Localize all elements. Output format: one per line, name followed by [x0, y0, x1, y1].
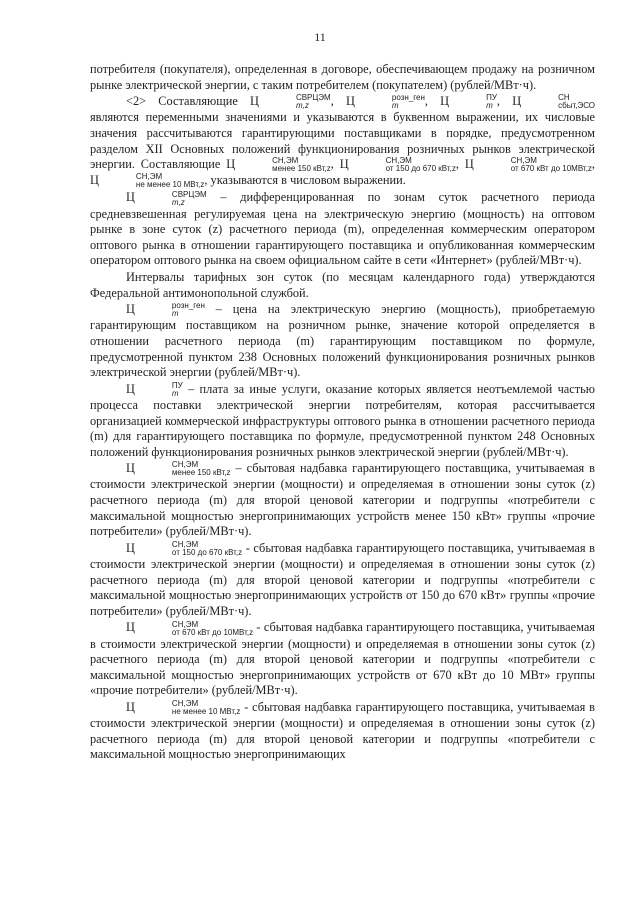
symbol-pu: Ц ПУ m — [126, 380, 183, 398]
page-number: 11 — [314, 30, 326, 44]
definition-sn-150-670: Ц СН,ЭМ от 150 до 670 кВт,z - сбытовая надбавка гарантирующего поставщика, учитываемая в стоимости электрической энергии (мощности) и определяемая в отношении зоны суток (z) расчетного периода (m) для второй ценовой категории и подгруппы «потребители с максимальной мощностью энергопринимающих устройств от 150 до 670 кВт» группы «прочие потребители» (рублей/МВт·ч). — [90, 540, 595, 618]
symbol-sn-670-10: Ц СН,ЭМ от 670 кВт до 10МВт,z — [464, 156, 592, 174]
symbol-sbyt-eso: Ц СН сбыт,ЭСО — [512, 93, 596, 111]
definition-sn-670-10: Ц СН,ЭМ от 670 кВт до 10МВт,z - сбытовая надбавка гарантирующего поставщика, учитываемая в стоимости электрической энергии (мощности) и определяемая в отношении зоны суток (z) расчетного периода (m) для второй ценовой категории и подгруппы «потребители с максимальной мощностью энергопринимающих устройств от 670 кВт до 10 МВт» группы «прочие потребители» (рублей/МВт·ч). — [90, 619, 595, 698]
definition-sn-lt150: Ц СН,ЭМ менее 150 кВт,z – сбытовая надбавка гарантирующего поставщика, учитываемая в стоимости электрической энергии (мощности) и определяемая в отношении зоны суток (z) расчетного периода (m) для второй ценовой категории и подгруппы «потребители с максимальной мощностью энергопринимающих устройств менее 150 кВт» группы «прочие потребители» (рублей/МВт·ч). — [90, 460, 595, 539]
symbol-rozn-gen: Ц розн_ген m — [126, 301, 205, 319]
symbol-rozn-gen: Ц розн_ген m — [346, 93, 425, 111]
symbol-sn-670-10: Ц СН,ЭМ от 670 кВт до 10МВт,z — [126, 619, 254, 637]
symbol-sn-lt150: Ц СН,ЭМ менее 150 кВт,z — [226, 156, 331, 174]
symbol-sn-150-670: Ц СН,ЭМ от 150 до 670 кВт,z — [126, 540, 243, 558]
symbol-svrcem: Ц СВРЦЭМ m,z — [126, 189, 207, 207]
symbol-pu: Ц ПУ m — [440, 93, 497, 111]
footnote-2-paragraph: <2> Составляющие Ц СВРЦЭМ m,z , Ц розн_ген m , Ц ПУ m , Ц СН сбыт,ЭСО являются переменными значениями и указываются в буквенном выражении, их числовые значения рассчитываются гарантирующими поставщиками в порядке, предусмотренном разделом XII Основных положений функционирования розничных рынков электрической энергии. Составляющие Ц СН,ЭМ менее 150 кВт,z , Ц СН,ЭМ от 150 до 670 кВт,z , Ц СН,ЭМ от 670 кВт до 10МВт,z , Ц СН,ЭМ не менее 10 МВт,z , указываются в числовом выражении. — [90, 93, 596, 190]
definition-svrcem: Ц СВРЦЭМ m,z – дифференцированная по зонам суток расчетного периода средневзвешенная регулируемая цена на электрическую энергию (мощность) на оптовом рынке в зоне суток (z) расчетного периода (m), определенная коммерческим оператором оптового рынка в отношении гарантирующего поставщика и опубликованная коммерческим оператором оптового рынка на своем официальном сайте в сети «Интернет» (рублей/МВт·ч). — [90, 189, 595, 268]
definition-pu: Ц ПУ m – плата за иные услуги, оказание которых является неотъемлемой частью процесса поставки электрической энергии потребителям, которая рассчитывается организацией коммерческой инфраструктуры оптового рынка в отношении расчетного периода (m) для гарантирующего поставщика по формуле, предусмотренной пунктом 248 Основных положений функционирования розничных рынков электрической энергии (рублей/МВт·ч). — [90, 380, 595, 459]
symbol-sn-150-670: Ц СН,ЭМ от 150 до 670 кВт,z — [339, 156, 456, 174]
document-body — [90, 62, 595, 764]
symbol-svrcem: Ц СВРЦЭМ m,z — [250, 93, 331, 111]
definition-rozn-gen: Ц розн_ген m – цена на электрическую энергию (мощность), приобретаемую гарантирующим поставщиком на розничном рынке, значение которой определяется в отношении расчетного периода (m) гарантирующим поставщиком по формуле, предусмотренной пунктом 238 Основных положений функционирования розничных рынков электрической энергии (рублей/МВт·ч). — [90, 301, 595, 380]
symbol-sn-ge10: Ц СН,ЭМ не менее 10 МВт,z — [126, 699, 241, 717]
definition-sn-ge10: Ц СН,ЭМ не менее 10 МВт,z - сбытовая надбавка гарантирующего поставщика, учитываемая в стоимости электрической энергии (мощности) и определяемая в отношении зоны суток (z) расчетного периода (m) для второй ценовой категории и подгруппы «потребители с максимальной мощностью энергопринимающих — [90, 699, 595, 762]
symbol-sn-lt150: Ц СН,ЭМ менее 150 кВт,z — [126, 460, 231, 478]
symbol-sn-ge10: Ц СН,ЭМ не менее 10 МВт,z — [90, 172, 205, 190]
paragraph-intervals: Интервалы тарифных зон суток (по месяцам календарного года) утверждаются Федеральной антимонопольной службой. — [90, 270, 595, 300]
paragraph-continuation: потребителя (покупателя), определенная в договоре, обеспечивающем продажу на розничном рынке электрической энергии, с таким потребителем (покупателем) (рублей/МВт·ч). — [90, 62, 595, 92]
